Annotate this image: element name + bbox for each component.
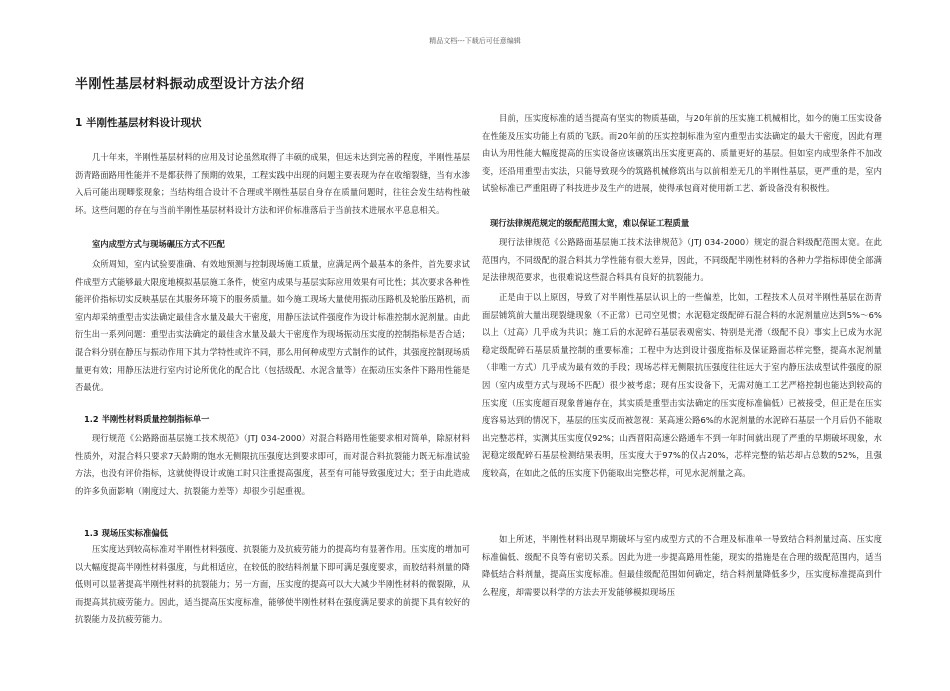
page-header: 精品文档---下载后可任意编辑	[429, 37, 521, 45]
paragraph: 现行法律规范《公路路面基层施工技术法律规范》（JTJ 034-2000）规定的混合料级配范围太宽。在此范围内，不同级配的混合料其力学性能有很大差异，因此，不同级配半刚性材料的各种力学指标即使全部满足法律规范要求，也很难说这些混合料具有良好的抗裂能力。	[482, 237, 882, 283]
paragraph: 压实度达到较高标准对半刚性材料强度、抗裂能力及抗疲劳能力的提高均有显著作用。压实度的增加可以大幅度提高半刚性材料强度，与此相适应，在较低的胶结料剂量下即可满足强度要求，而胶结料剂量的降低则可以显著提高半刚性材料的抗裂能力；另一方面，压实度的提高可以大大减少半刚性材料的微裂隙，从而提高其抗疲劳能力。因此，适当提高压实度标准，能够使半刚性材料在强度满足要求的前提下具有较好的抗裂能力及抗疲劳能力。	[75, 544, 470, 625]
document-title: 半刚性基层材料振动成型设计方法介绍	[75, 77, 305, 92]
paragraph: 目前，压实度标准的适当提高有坚实的物质基础，与20年前的压实施工机械相比，如今的施工压实设备在性能及压实功能上有质的飞跃。而20年前的压实控制标准为室内重型击实法确定的最大干密度，因此有理由认为用性能大幅度提高的压实设备应该碾筑出压实度更高的、质量更好的基层。但如室内成型条件不加改变，还沿用重型击实法，只能导致现今的筑路机械修筑出与以前相差无几的半刚性基层，更严重的是，室内试验标准已严重阻碍了科技进步及生产的进展，使得承包商对使用新工艺、新设备没有积极性。	[482, 113, 882, 194]
section-heading-1: 1 半刚性基层材料设计现状	[75, 117, 202, 129]
paragraph: 几十年来，半刚性基层材料的应用及讨论虽然取得了丰硕的成果，但远未达到完善的程度，半刚性基层沥青路面路用性能并不是都获得了预期的效果，工程实践中出现的问题主要表现为存在收缩裂缝，当有水渗入后可能出现唧浆现象；当结构组合设计不合理或半刚性基层自身存在质量问题时，往往会发生结构性破坏。这些问题的存在与当前半刚性基层材料设计方法和评价标准落后于当前技术进展水平息息相关。	[75, 152, 470, 215]
paragraph: 如上所述，半刚性材料出现早期破坏与室内成型方式的不合理及标准单一导致结合料剂量过高、压实度标准偏低、级配不良等有密切关系。因此为进一步提高路用性能，现实的措施是在合理的级配范围内，适当降低结合料剂量，提高压实度标准。但最佳级配范围如何确定，结合料剂量降低多少，压实度标准提高到什么程度，却需要以科学的方法去开发能够模拟现场压	[482, 534, 882, 597]
paragraph: 众所周知，室内试验要准确、有效地预测与控制现场施工质量，应满足两个最基本的条件，首先要求试件成型方式能够最大限度地模拟基层施工条件，使室内成果与基层实际应用效果有可比性；其次要求各种性能评价指标切实反映基层在其服务环境下的服务质量。如今施工现场大量使用振动压路机及轮胎压路机，而室内却采纳重型击实法确定最佳含水量及最大干密度，用静压法试件强度作为设计标准控制水泥剂量。由此衍生出一系列问题：重型击实法确定的最佳含水量及最大干密度作为现场振动压实度的控制指标是否合适；混合料分别在静压与振动作用下其力学特性或许不同，那么用何种成型方式制作的试件，其强度控制现场质量更有效；用静压法进行室内讨论所优化的配合比（包括级配、水泥含量等）在振动压实条件下路用性能是否最优。	[75, 259, 470, 393]
subsection-heading: 室内成型方式与现场碾压方式不匹配	[92, 239, 225, 249]
paragraph: 正是由于以上原因，导致了对半刚性基层认识上的一些偏差，比如，工程技术人员对半刚性基层在沥青面层铺筑前大量出现裂缝现象（不正常）已司空见惯；水泥稳定级配碎石混合料的水泥剂量应达到5%～6%以上（过高）几乎成为共识；施工后的水泥碎石基层表观密实、特别是光滑（级配不良）事实上已成为水泥稳定级配碎石基层质量控制的重要标准；工程中为达到设计强度指标及保证路面芯样完整，提高水泥剂量（非唯一方式）几乎成为最有效的手段；现场芯样无侧限抗压强度往往远大于室内静压法成型试件强度的原因（室内成型方式与现场不匹配）很少被考虑；现有压实设备下，无需对施工工艺严格控制也能达到较高的压实度（压实度超百现象普遍存在，其实质是重型击实法确定的压实度标准偏低）已被接受，但正是在压实度容易达到的情况下，基层的压实反而被忽视：某高速公路6%的水泥剂量的水泥碎石基层一个月后仍不能取出完整芯样，实测其压实度仅92%；山西晋阳高速公路通车不到一年时间就出现了严重的早期破坏现象，水泥稳定级配碎石基层检测结果表明，压实度大于97%的仅占20%，芯样完整的钻芯却占总数的52%，且强度较高，在如此之低的压实度下仍能取出完整芯样，可见水泥剂量之高。	[482, 292, 882, 478]
subsection-heading: 1.2 半刚性材料质量控制指标单一	[84, 414, 210, 424]
subsection-heading: 现行法律规范规定的级配范围太宽，难以保证工程质量	[490, 218, 690, 228]
paragraph: 现行规范《公路路面基层施工技术规范》（JTJ 034-2000）对混合料路用性能要求相对简单，除原材料性质外，对混合料只要求7天龄期的饱水无侧限抗压强度达到要求即可，而对混合料抗裂能力既无标准试验方法，也没有评价指标，这就使得设计或施工时只注重提高强度，甚至有可能导致强度过大；至于由此造成的许多负面影响（刚度过大、抗裂能力差等）却很少引起重视。	[75, 433, 470, 496]
subsection-heading: 1.3 现场压实标准偏低	[84, 528, 168, 538]
